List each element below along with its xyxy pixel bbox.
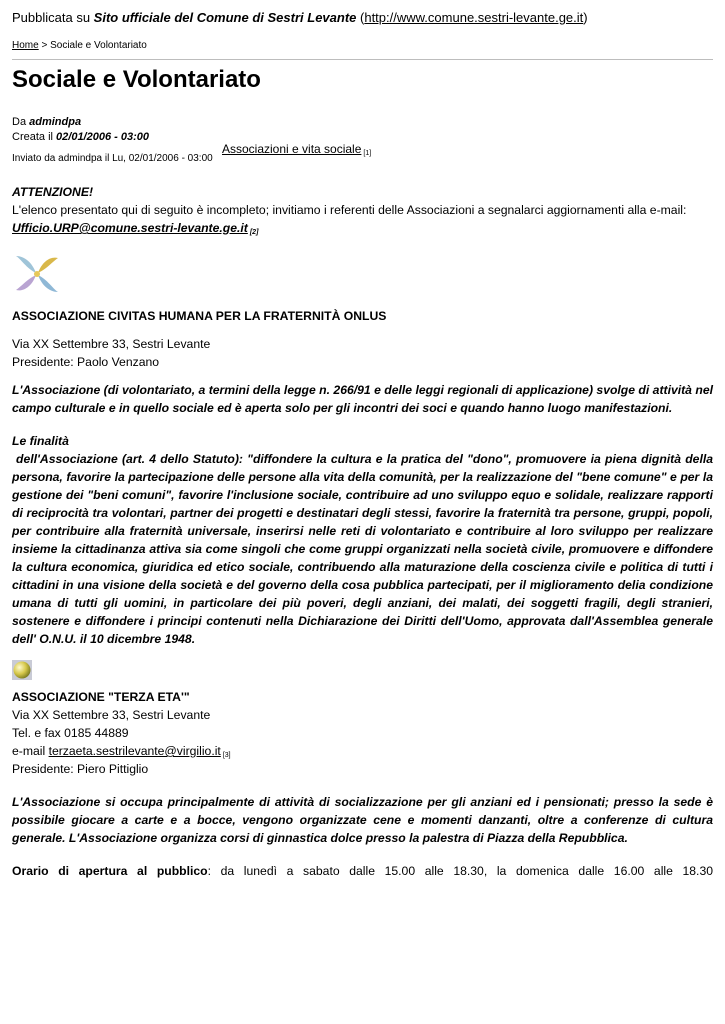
assoc2-hours-text: : da lunedì a sabato dalle 15.00 alle 18.30, la domenica dalle 16.00 alle 18.30 [207, 864, 714, 878]
author-prefix: Da [12, 116, 30, 128]
assoc1-aims-heading: Le finalità [12, 434, 69, 448]
site-url-close: ) [583, 10, 588, 25]
tag-ref: [1] [363, 150, 372, 157]
notice-text: L'elenco presentato qui di seguito è incompleto; invitiamo i referenti delle Associazioni a segnalarci aggiornamenti alla e-mail: [12, 203, 687, 217]
assoc2-phone: Tel. e fax 0185 44889 [12, 726, 129, 740]
header-divider [12, 59, 713, 60]
tag-link[interactable]: Associazioni e vita sociale [222, 142, 362, 156]
notice-email-link[interactable]: Ufficio.URP@comune.sestri-levante.ge.it [12, 221, 248, 235]
assoc1-description: L'Associazione (di volontariato, a termini della legge n. 266/91 e delle leggi regionali di applicazione) svolge di attività nel campo culturale e in quello sociale ed è aperta solo per gli incontri dei soci e quando hanno luogo manifestazioni. [12, 383, 713, 415]
assoc2-email-link[interactable]: terzaeta.sestrilevante@virgilio.it [48, 744, 221, 758]
assoc2-email-prefix: e-mail [12, 744, 49, 758]
terza-eta-ball-icon [12, 660, 32, 680]
assoc2-address: Via XX Settembre 33, Sestri Levante [12, 708, 211, 722]
site-url-open: ( [356, 10, 365, 25]
published-prefix: Pubblicata su [12, 10, 94, 25]
assoc1-aims-text: dell'Associazione (art. 4 dello Statuto): "diffondere la cultura e la pratica del "dono", promuovere ia piena dignità della persona, favorire la partecipazione delle persone alla vita della comunità, per la realizzazione del "bene comune" e per la gestione dei "beni comuni", favorire l'inclusione sociale, contribuire ad uno sviluppo equo e solidale, realizzare rapporti di reciprocità tra volontari, partner dei progetti e destinatari degli stessi, favorire la fraternità tra persone, gruppi, popoli, per contribuire alla fraternità universale, inserirsi nelle reti di volontariato e contribuire al loro sviluppo per realizzare insieme la cittadinanza attiva sia come singoli che come gruppi organizzati nella società civile, promuovere e diffondere la cultura economica, giuridica ed etico sociale, contribuendo alla maturazione della coscienza civile e politica di tutti i cittadini in una visione della società e del governo della cosa pubblica partecipati, per il miglioramento delia condizione umana di tutti gli uomini, in particolare dei più poveri, degli anziani, dei malati, dei soggetti fragili, degli stranieri, sostenere e diffondere i principi contenuti nella Dichiarazione dei Diritti dell'Uomo, approvata dall'Assemblea generale dell' O.N.U. il 10 dicembre 1948. [12, 452, 713, 646]
page-title: Sociale e Volontariato [12, 66, 261, 93]
civitas-humana-logo-icon [12, 248, 62, 300]
assoc2-president: Presidente: Piero Pittiglio [12, 762, 149, 776]
created-date: 02/01/2006 - 03:00 [56, 131, 149, 143]
sent-line: Inviato da admindpa il Lu, 02/01/2006 - 03:00 [12, 153, 213, 164]
assoc1-president: Presidente: Paolo Venzano [12, 355, 160, 369]
notice-heading: ATTENZIONE! [12, 185, 94, 199]
assoc1-address: Via XX Settembre 33, Sestri Levante [12, 337, 211, 351]
site-url-link[interactable]: http://www.comune.sestri-levante.ge.it [364, 10, 584, 25]
created-prefix: Creata il [12, 131, 57, 143]
created-line [12, 131, 149, 143]
assoc2-description: L'Associazione si occupa principalmente di attività di socializzazione per gli anziani ed i pensionati; presso la sede è possibile giocare a carte e a bocce, vengono organizzate cene e momenti danzanti, oltre a conferenze di cultura generale. L'Associazione organizza corsi di ginnastica dolce presso la palestra di Piazza della Repubblica. [12, 795, 713, 845]
site-name: Sito ufficiale del Comune di Sestri Levante [93, 10, 357, 25]
breadcrumb [12, 40, 147, 51]
assoc2-hours [12, 862, 713, 880]
breadcrumb-separator: > [38, 40, 51, 51]
assoc2-hours-label: Orario di apertura al pubblico [12, 864, 208, 878]
author-line [12, 116, 81, 128]
tag-line [222, 142, 371, 157]
author-name: admindpa [29, 116, 82, 128]
assoc2-email-ref: [3] [222, 752, 231, 759]
breadcrumb-home-link[interactable]: Home [12, 40, 39, 51]
breadcrumb-current: Sociale e Volontariato [50, 40, 147, 51]
assoc2-name: ASSOCIAZIONE "TERZA ETA'" [12, 690, 190, 704]
published-on-line [12, 10, 588, 25]
notice [12, 183, 713, 242]
notice-email-ref: [2] [249, 229, 259, 236]
assoc1-name: ASSOCIAZIONE CIVITAS HUMANA PER LA FRATERNITÀ ONLUS [12, 309, 387, 323]
